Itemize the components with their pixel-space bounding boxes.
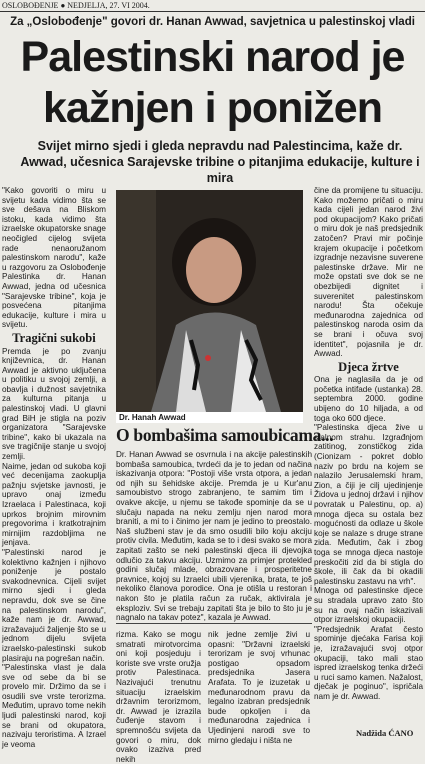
column-1	[2, 186, 106, 749]
box-text: Dr. Hanan Awwad se osvrnula i na akcije palestinskih bombaša samoubica, tvrdeći da je to jedan od načina iskazivanja otpora: "Postoji više vrsta otpora, a jedan od njih su šehidske akcije. Premda je u Kur'anu samoubistvo strogo zabranjeno, te samim tim i ovakve akcije, u njemu se takođe spominje da se u slučaju napada na neku zemlju njen narod mora braniti, a mi to i činimo jer nam je jedino to preostalo. Naš službeni stav je da smo osudili bilo koju akciju protiv civila. Međutim, kada se to i desi svako se mora zapitati zašto se neki palestinski djeca ili djevojka odlučio za takvu akciju. Uzmimo za primjer protekled godini slučaj mlade, obrazovane i prosperitetne pravnice, kojoj su Izraelci ubili vjerenika, brata, te još nekoliko članova porodice. Ona je otišla u restoran i nakon što je platila račun za ručak, aktivirala je eksploziv. Svi se trebaju zapitati šta je bilo to što ju je nagnalo na takav potez", kazala je Awwad.	[116, 450, 312, 623]
paragraph: "Palestinska djeca žive u stalnom strahu. Izgrađnjom zatitinog, zonstičkog zida (Cionizam - pokret doblo naziv po brdu na kojem se nalazilo Jerusalemski hram, Zion, a čiji je cilj ujedinjenje Židova u jednoj državi i njihov povratak u Palestinu, op. a) mnoga djeca su ostala bez mogućnosti da odlaze u škole koje se nalaze s druge strane zida. Međutim, čak i zbog toga se mnoga djeca nastoje preskočiti zid da bi stigla do škole, ili čak da bi okadili palestinsku zastavu na vrh".	[314, 423, 423, 586]
column-2-bottom	[116, 630, 201, 764]
article-kicker: Za „Oslobođenje" govori dr. Hanan Awwad, savjetnica u palestinskoj vladi	[10, 16, 415, 28]
page-header: OSLOBOĐENJE ● NEDJELJA, 27. VI 2004.	[2, 1, 150, 10]
paragraph: "Predsjednik Arafat često spominje djećaka Farisa koji je, izražavajući svoj otpor okupaciji, tako mali stao ispred izraelskog tenka držeći u ruci samo kamen. Nažalost, dječak je poginuo", ispričala nam je dr. Awwad.	[314, 624, 423, 701]
paragraph: Naime, jedan od sukoba koji već decenijama zaokuplja pažnju svjetske javnosti, je upravo onaj između Izraelaca i Palestinaca, koji uprkos brojnim mirovnim pregovorima i kratkotrajnim mirnijim razdobljima ne jenjava.	[2, 461, 106, 548]
paragraph: čine da promijene tu situaciju. Kako možemo pričati o miru kada cijeli jedan narod živi pod okupacijom? Kako pričati o miru dok je naš predsjednik zatočen? Pravi mir počinje krajem okupacije i početkom izgradnje nezavisne suverene palestinske države. Mir ne može opstati sve dok se ne obezbijedi dignitet i suverenitet palestinskom narodu! Šta očekuje međunarodna zajednica od palestinskog naroda osim da se brani i očuva svoj identitet", pojasnila je dr. Awwad.	[314, 186, 423, 359]
paragraph: Ona je naglasila da je od početka intifade (ustanka) 28. septembra 2000. godine ubijeno do 10 hiljada, a od toga oko 600 djece.	[314, 375, 423, 423]
portrait-photo	[116, 190, 303, 412]
box-divider	[116, 623, 312, 624]
photo-caption: Dr. Hanah Awwad	[116, 412, 303, 423]
column-3-bottom	[208, 630, 310, 745]
title-line-2: kažnjen i ponižen	[43, 84, 382, 132]
intro-paragraph: "Kako govoriti o miru u svijetu kada vidimo šta se sve dešava na Bliskom istoku, kada vidimo šta izraelske okupatorske snage neočigled cijelog svijeta rade nenaoružanom palestinskom narodu", kaže u razgovoru za Oslobođenje Palestinka dr. Hanan Awwad, jedna od učesnica "Sarajevske tribine", koja je posvećena pitanjima edukacije, kulture i mira u svijetu.	[2, 186, 106, 330]
article-title	[0, 32, 425, 134]
box-heading: O bombašima samoubicama...	[116, 425, 334, 445]
column-4	[314, 186, 423, 701]
paragraph: Mnoga od palestinske djece su stradala upravo zato što su na ovaj način iskazivali otpor izraelskoj okupaciji.	[314, 586, 423, 625]
section-heading-djeca: Djeca žrtve	[338, 359, 399, 374]
paragraph: nik jedne zemlje živi u opasni: "Državni izraelski terorizam je svoj vrhunac postigao opsadom predsjednika Jasera Arafata. To je izuzetak u međunarodnom pravu da legalno izabran predsjednik bude opkoljen i da međunarodna zajednica i Ujedinjeni narodi sve to mirno gledaju i ništa ne	[208, 630, 310, 745]
header-rule	[0, 11, 425, 12]
section-heading-tragicni: Tragični sukobi	[12, 330, 96, 345]
paragraph: rizma. Kako se mogu smatrati mirotvorcima oni koji posjeduju i koriste sve vrste oružja protiv Palestinaca. Nazivajući trenutnu situaciju izraelskim državnim terorizmom, dr. Awwad je izrazila čuđenje stavom i spremnošću svijeta da govori o miru, dok ovako izaziva pred nekih	[116, 630, 201, 764]
paragraph: Premda je po zvanju književnica, dr. Hanan Awwad je aktivno uključena u politiku u svojoj zemlji, a obavlja i dužnost savjetnika za kulturna pitanja u palestinskoj vladi. U glavni grad BiH je stigla na poziv organizatora "Sarajevske tribine", kako bi ukazala na sve tragičnije stanje u svojoj zemlji.	[2, 346, 106, 462]
author-signature: Nadžida ĆANO	[356, 728, 414, 738]
title-line-1: Palestinski narod je	[20, 33, 405, 81]
article-subtitle: Svijet mirno sjedi i gleda nepravdu nad Palestincima, kaže dr. Awwad, učesnica Sarajevske tribine o pitanjima edukacije, kulture i mira	[20, 139, 420, 185]
paragraph: "Palestinska vlast je dala sve od sebe da bi se provelo mir. Držimo da se i osudili sve vrste terorizma. Međutim, upravo tome nekih ljudi palestinski narod, koji se brani od okupatora, nazivaju teroristima. A Izrael je veoma	[2, 663, 106, 749]
portrait-illustration	[116, 190, 303, 412]
paragraph: "Palestinski narod je kolektivno kažnjen i njihovo poniženje je postalo svakodnevnica. Cijeli svijet mirno sjedi i gleda nepravdu, dok sve se čine na palestinskom narodu", kaže nam je dr. Awwad, izražavajući žaljenje što se u jednom dijelu svijeta izraelsko-palestinski sukob plasiraju na pogrešan način.	[2, 547, 106, 663]
